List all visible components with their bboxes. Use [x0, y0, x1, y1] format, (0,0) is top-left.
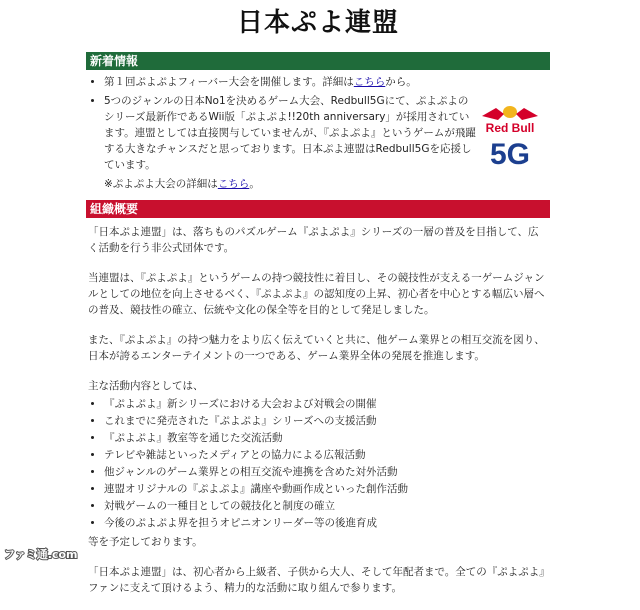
activities-intro: 主な活動内容としては、	[88, 380, 204, 392]
about-paragraph-4: 「日本ぷよ連盟」は、初心者から上級者、子供から大人、そして年配者まで。全ての『ぷよぷよ』ファンに支えて頂けるよう、精力的な活動に取り組んで参ります。	[88, 566, 545, 594]
about-section	[86, 224, 550, 596]
news-note-suffix: 。	[249, 178, 260, 190]
logo-brand: Red Bull	[485, 121, 535, 135]
news-item-text: 5つのジャンルの日本No1を決めるゲーム大会、Redbull5Gにて、ぷよぷよのシリーズ最新作であるWii版「ぷよぷよ!!20th anniversary」が採用されています。連盟としては直接関与していませんが、『ぷよぷよ』というゲームが飛躍する大きなチャンスだと思っております。日本ぷよ連盟はRedbull5Gを応援しています。	[104, 95, 476, 171]
famitsu-watermark	[2, 540, 78, 566]
watermark-text: ファミ通.com	[4, 548, 78, 561]
sun-icon	[503, 106, 517, 118]
site-title: 日本ぷよ連盟	[236, 8, 399, 38]
activity-item: • 連盟オリジナルの『ぷよぷよ』講座や動画作成といった創作活動	[104, 481, 550, 498]
about-heading: 組織概要	[86, 200, 550, 218]
activity-item: • これまでに発売された『ぷよぷよ』シリーズへの支援活動	[104, 413, 550, 430]
news-heading: 新着情報	[86, 52, 550, 70]
about-paragraph-1: 「日本ぷよ連盟」は、落ちものパズルゲーム『ぷよぷよ』シリーズの一層の普及を目指して、広く活動を行う非公式団体です。	[88, 226, 539, 254]
news-item	[104, 93, 476, 173]
news-detail-link[interactable]: こちら	[353, 76, 386, 88]
news-section	[86, 70, 550, 200]
activities-outro: 等を予定しております。	[88, 536, 203, 548]
activity-item: • 『ぷよぷよ』新シリーズにおける大会および対戦会の開催	[104, 396, 550, 413]
news-item-text: 第１回ぷよぷよフィーバー大会を開催します。詳細は	[104, 76, 354, 88]
activities-list	[86, 396, 550, 532]
logo-sub: 5G	[489, 138, 531, 171]
activity-item: • テレビや雑誌といったメディアとの協力による広報活動	[104, 447, 550, 464]
activity-item: • 対戦ゲームの一種目としての競技化と制度の確立	[104, 498, 550, 515]
activity-item: • 他ジャンルのゲーム業界との相互交流や連携を含めた対外活動	[104, 464, 550, 481]
news-list	[86, 74, 476, 173]
bull-left-icon	[482, 108, 504, 120]
news-note	[86, 176, 550, 192]
about-paragraph-3: また、『ぷよぷよ』の持つ魅力をより広く伝えていくと共に、他ゲーム業界との相互交流を図り、日本が誇るエンターテイメントの一つである、ゲーム業界全体の発展を推進します。	[88, 334, 545, 362]
tournament-detail-link[interactable]: こちら	[217, 178, 250, 190]
news-item	[104, 74, 476, 90]
activity-item: • 今後のぷよぷよ界を担うオピニオンリーダー等の後進育成	[104, 515, 550, 532]
news-note-text: ※ぷよぷよ大会の詳細は	[104, 178, 218, 190]
bull-right-icon	[516, 108, 538, 120]
news-item-text-after: から。	[385, 76, 417, 88]
about-paragraph-2: 当連盟は、『ぷよぷよ』というゲームの持つ競技性に着目し、その競技性が支える一ゲームジャンルとしての地位を向上させるべく、『ぷよぷよ』の認知度の上昇、初心者を中心とする幅広い層への普及、競技性の確立、伝統や文化の保全等を目的として発足しました。	[88, 272, 545, 316]
redbull-5g-logo[interactable]	[474, 98, 546, 170]
activity-item: • 『ぷよぷよ』教室等を通じた交流活動	[104, 430, 550, 447]
page	[86, 0, 550, 610]
